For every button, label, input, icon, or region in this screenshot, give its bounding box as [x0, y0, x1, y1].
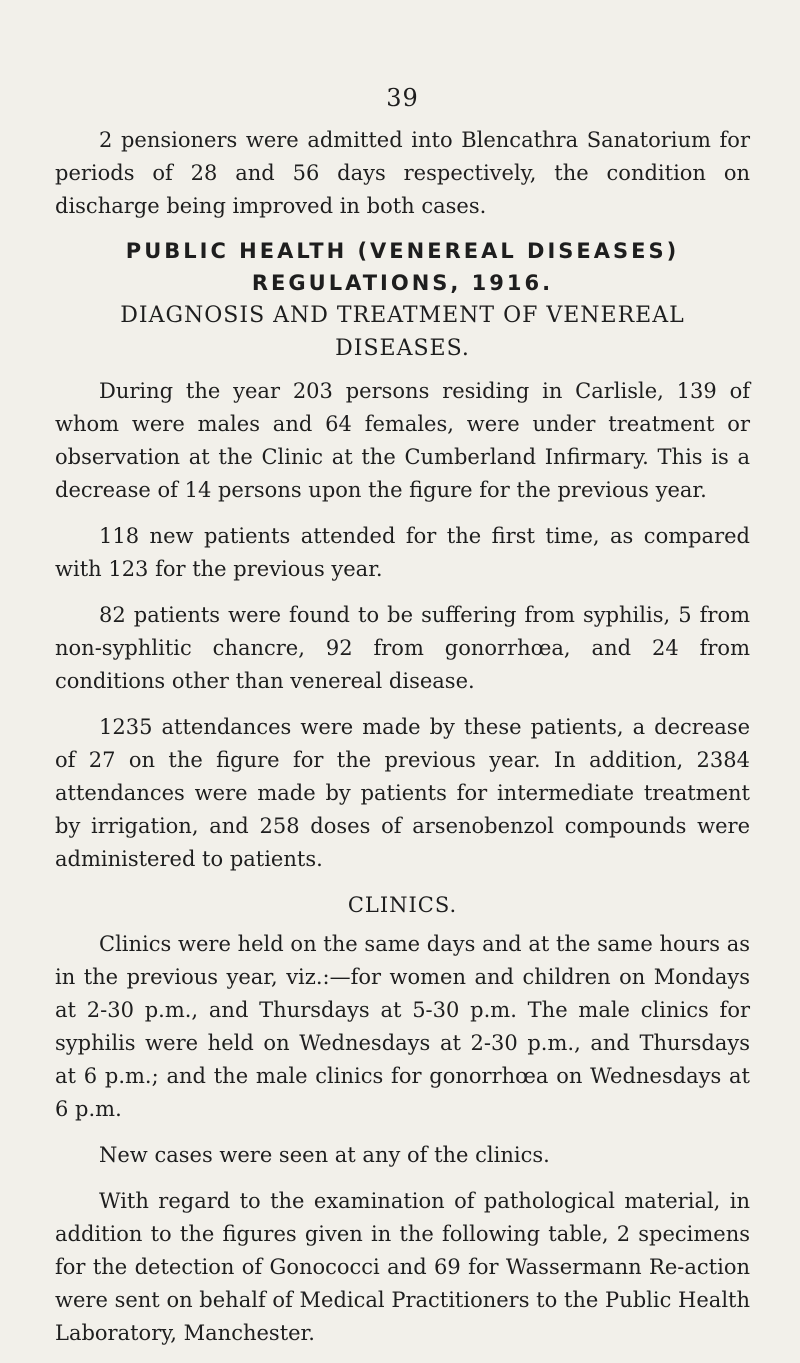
- paragraph-new-cases: New cases were seen at any of the clinics.: [99, 1143, 550, 1167]
- paragraph-diagnoses: 82 patients were found to be suffering from syphilis, 5 from non-syphlitic chancre, 92 from gonorrhœa, and 24 from conditions other than venereal disease.: [55, 603, 750, 693]
- paragraph-pathological-material: With regard to the examination of pathological material, in addition to the figures given in the following table, 2 specimens for the detection of Gonococci and 69 for Wassermann Re-action were sent on behalf of Medical Practitioners to the Public Health Laboratory, Manchester.: [55, 1189, 750, 1345]
- paragraph-attendances: 1235 attendances were made by these patients, a decrease of 27 on the figure for the previous year. In addition, 2384 attendances were made by patients for intermediate treatment by irrigation, and 258 doses of arsenobenzol compounds were administered to patients.: [55, 715, 750, 871]
- paragraph-sanatorium: 2 pensioners were admitted into Blencathra Sanatorium for periods of 28 and 56 days respectively, the condition on discharge being improved in both cases.: [55, 128, 750, 218]
- heading-diagnosis-treatment: DIAGNOSIS AND TREATMENT OF VENEREAL DISEASES.: [120, 303, 685, 361]
- page-number: 39: [386, 84, 419, 112]
- body-text: [55, 124, 750, 1363]
- heading-clinics: CLINICS.: [347, 893, 458, 917]
- paragraph-clinic-hours: Clinics were held on the same days and at the same hours as in the previous year, viz.:—for women and children on Mondays at 2-30 p.m., and Thursdays at 5-30 p.m. The male clinics for syphilis were held on Wednesdays at 2-30 p.m., and Thursdays at 6 p.m.; and the male clinics for gonorrhœa on Wednesdays at 6 p.m.: [55, 932, 750, 1121]
- heading-regulations-line-1: PUBLIC HEALTH (VENEREAL DISEASES): [125, 239, 680, 263]
- document-page: [55, 0, 750, 1355]
- paragraph-new-patients: 118 new patients attended for the first time, as compared with 123 for the previous year.: [55, 524, 750, 581]
- heading-regulations-line-2: REGULATIONS, 1916.: [251, 271, 554, 295]
- paragraph-persons-treated: During the year 203 persons residing in Carlisle, 139 of whom were males and 64 females, were under treatment or observation at the Clinic at the Cumberland Infirmary. This is a decrease of 14 persons upon the figure for the previous year.: [55, 379, 750, 502]
